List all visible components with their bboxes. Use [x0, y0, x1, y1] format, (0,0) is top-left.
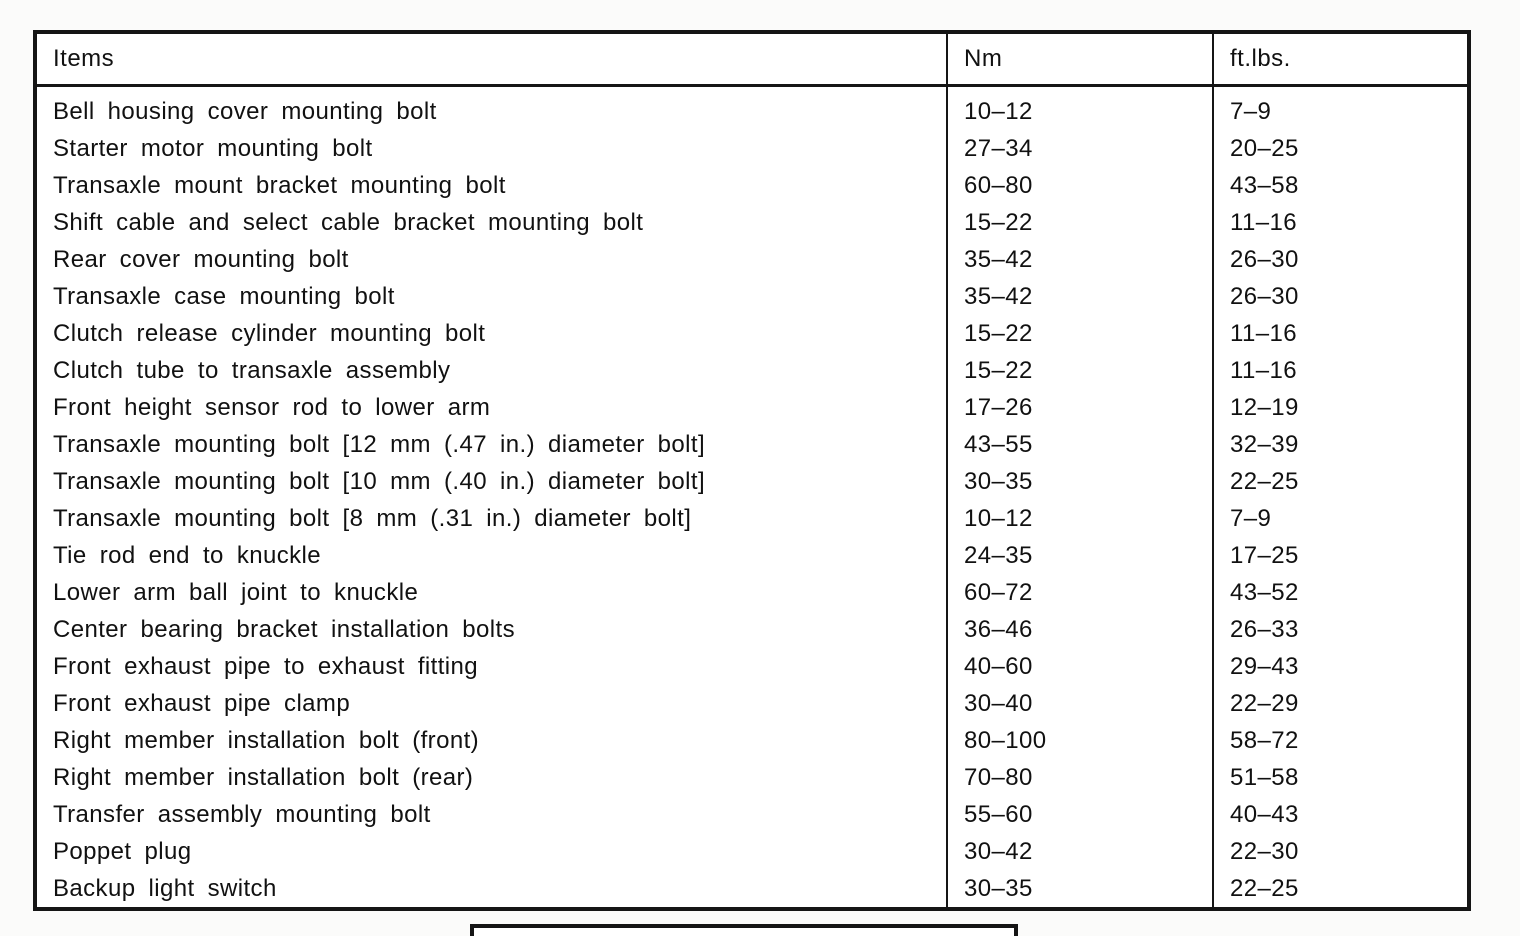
nm-cell: 55–60: [947, 796, 1213, 833]
ftlbs-cell: 58–72: [1213, 722, 1469, 759]
item-cell: Clutch release cylinder mounting bolt: [53, 319, 486, 347]
ftlbs-cell: 51–58: [1213, 759, 1469, 796]
nm-cell: 80–100: [947, 722, 1213, 759]
item-cell: Transaxle mounting bolt [10 mm (.40 in.) diameter bolt]: [53, 467, 706, 495]
ftlbs-cell: 20–25: [1213, 130, 1469, 167]
ftlbs-cell: 17–25: [1213, 537, 1469, 574]
nm-cell: 24–35: [947, 537, 1213, 574]
table-row: [35, 500, 1469, 537]
nm-cell: 17–26: [947, 389, 1213, 426]
table-row: [35, 648, 1469, 685]
table-row: [35, 86, 1469, 131]
nm-cell: 10–12: [947, 86, 1213, 131]
table-row: [35, 870, 1469, 909]
nm-cell: 40–60: [947, 648, 1213, 685]
item-cell: Transaxle mount bracket mounting bolt: [53, 171, 506, 199]
nm-cell: 15–22: [947, 204, 1213, 241]
item-cell: Rear cover mounting bolt: [53, 245, 349, 273]
torque-table-body: [35, 86, 1469, 910]
table-row: [35, 685, 1469, 722]
nm-cell: 35–42: [947, 278, 1213, 315]
nm-cell: 30–35: [947, 870, 1213, 909]
item-cell: Center bearing bracket installation bolts: [53, 615, 515, 643]
item-cell: Shift cable and select cable bracket mounting bolt: [53, 208, 644, 236]
item-cell: Lower arm ball joint to knuckle: [53, 578, 419, 606]
ftlbs-cell: 40–43: [1213, 796, 1469, 833]
item-cell: Starter motor mounting bolt: [53, 134, 373, 162]
ftlbs-cell: 43–52: [1213, 574, 1469, 611]
nm-cell: 60–72: [947, 574, 1213, 611]
table-header-row: [35, 32, 1469, 86]
ftlbs-cell: 7–9: [1213, 500, 1469, 537]
torque-spec-table: [33, 30, 1471, 911]
table-row: [35, 796, 1469, 833]
table-row: [35, 426, 1469, 463]
nm-cell: 60–80: [947, 167, 1213, 204]
item-cell: Transaxle mounting bolt [8 mm (.31 in.) diameter bolt]: [53, 504, 692, 532]
ftlbs-cell: 32–39: [1213, 426, 1469, 463]
nm-cell: 36–46: [947, 611, 1213, 648]
table-row: [35, 204, 1469, 241]
item-cell: Poppet plug: [53, 837, 192, 865]
item-cell: Right member installation bolt (front): [53, 726, 480, 754]
item-cell: Transaxle case mounting bolt: [53, 282, 395, 310]
item-cell: Transfer assembly mounting bolt: [53, 800, 431, 828]
nm-cell: 15–22: [947, 352, 1213, 389]
nm-cell: 10–12: [947, 500, 1213, 537]
table-row: [35, 241, 1469, 278]
table-row: [35, 537, 1469, 574]
nm-cell: 30–42: [947, 833, 1213, 870]
table-row: [35, 722, 1469, 759]
table-row: [35, 611, 1469, 648]
ftlbs-cell: 22–29: [1213, 685, 1469, 722]
item-cell: Front exhaust pipe clamp: [53, 689, 351, 717]
nm-cell: 30–35: [947, 463, 1213, 500]
table-row: [35, 833, 1469, 870]
item-cell: Right member installation bolt (rear): [53, 763, 474, 791]
nm-cell: 43–55: [947, 426, 1213, 463]
ftlbs-cell: 26–33: [1213, 611, 1469, 648]
item-cell: Tie rod end to knuckle: [53, 541, 322, 569]
nm-cell: 27–34: [947, 130, 1213, 167]
ftlbs-cell: 11–16: [1213, 352, 1469, 389]
table-row: [35, 278, 1469, 315]
item-cell: Backup light switch: [53, 874, 277, 902]
ftlbs-cell: 22–25: [1213, 870, 1469, 909]
ftlbs-cell: 11–16: [1213, 315, 1469, 352]
table-row: [35, 167, 1469, 204]
item-cell: Front exhaust pipe to exhaust fitting: [53, 652, 479, 680]
nm-cell: 15–22: [947, 315, 1213, 352]
item-cell: Front height sensor rod to lower arm: [53, 393, 491, 421]
table-row: [35, 315, 1469, 352]
header-nm: Nm: [947, 32, 1213, 86]
cutoff-box-below: [470, 924, 1018, 936]
table-row: [35, 389, 1469, 426]
ftlbs-cell: 26–30: [1213, 241, 1469, 278]
item-cell: Clutch tube to transaxle assembly: [53, 356, 451, 384]
ftlbs-cell: 7–9: [1213, 86, 1469, 131]
ftlbs-cell: 11–16: [1213, 204, 1469, 241]
nm-cell: 70–80: [947, 759, 1213, 796]
ftlbs-cell: 26–30: [1213, 278, 1469, 315]
item-cell: Transaxle mounting bolt [12 mm (.47 in.) diameter bolt]: [53, 430, 706, 458]
ftlbs-cell: 12–19: [1213, 389, 1469, 426]
table-row: [35, 463, 1469, 500]
header-ftlbs: ft.lbs.: [1213, 32, 1469, 86]
table-row: [35, 759, 1469, 796]
nm-cell: 30–40: [947, 685, 1213, 722]
ftlbs-cell: 43–58: [1213, 167, 1469, 204]
table-row: [35, 574, 1469, 611]
ftlbs-cell: 29–43: [1213, 648, 1469, 685]
nm-cell: 35–42: [947, 241, 1213, 278]
item-cell: Bell housing cover mounting bolt: [53, 97, 437, 125]
ftlbs-cell: 22–30: [1213, 833, 1469, 870]
ftlbs-cell: 22–25: [1213, 463, 1469, 500]
table-row: [35, 352, 1469, 389]
header-items: Items: [35, 32, 947, 86]
table-row: [35, 130, 1469, 167]
